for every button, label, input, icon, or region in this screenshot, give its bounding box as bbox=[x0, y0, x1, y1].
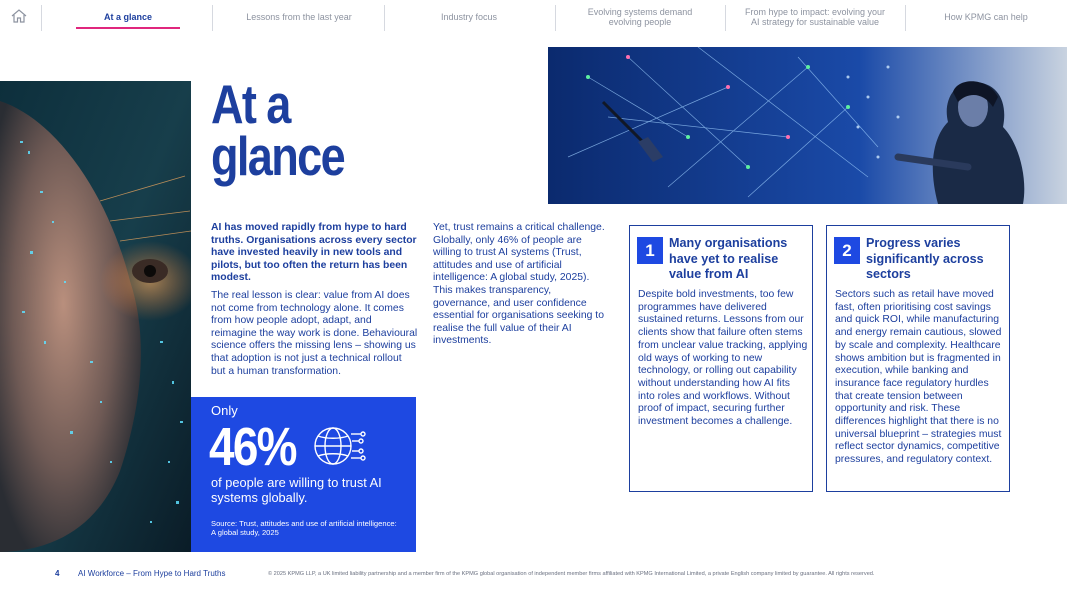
nav-divider bbox=[725, 5, 726, 31]
top-navigation bbox=[0, 0, 1067, 34]
intro-column bbox=[211, 222, 418, 378]
stat-value: 46% bbox=[209, 417, 296, 477]
card-number: 2 bbox=[834, 237, 860, 264]
legal-notice: © 2025 KPMG LLP, a UK limited liability partnership and a member firm of the KPMG global organisation of independent member firms affiliated with KPMG International Limited, a private English company limited by guarantee. All rights reserved. bbox=[268, 571, 875, 577]
ai-globe-icon bbox=[311, 423, 367, 469]
intro-lead: AI has moved rapidly from hype to hard truths. Organisations across every sector have invested heavily in new tools and pilots, but too often the return has been modest. bbox=[211, 222, 417, 284]
tab-how-kpmg-can-help[interactable]: How KPMG can help bbox=[944, 12, 1028, 22]
stat-source: Source: Trust, attitudes and use of artificial intelligence: A global study, 2025 bbox=[211, 519, 397, 537]
nav-divider bbox=[41, 5, 42, 31]
face-photo bbox=[0, 81, 191, 552]
tab-hype-to-impact[interactable]: From hype to impact: evolving your AI strategy for sustainable value bbox=[744, 7, 886, 27]
active-tab-indicator bbox=[76, 27, 180, 29]
page-number: 4 bbox=[55, 569, 60, 578]
nav-divider bbox=[905, 5, 906, 31]
stat-prefix: Only bbox=[211, 403, 238, 418]
card-title: Many organisations have yet to realise value from AI bbox=[669, 236, 788, 281]
trust-column bbox=[433, 222, 611, 348]
data-visualisation-photo bbox=[548, 47, 1067, 204]
tab-lessons-from-last-year[interactable]: Lessons from the last year bbox=[246, 12, 352, 22]
card-title: Progress varies significantly across sectors bbox=[866, 236, 984, 281]
stat-caption: of people are willing to trust AI systems globally. bbox=[211, 475, 382, 505]
card-body: Sectors such as retail have moved fast, often prioritising cost savings and quick ROI, while manufacturing and energy remain cautious, slowed by scale and complexity. Healthcare shows ambition but is fragmented in execution, while banking and insurance face regulatory hurdles that create tension between opportunity and risk. These differences highlight that there is no universal blueprint – strategies must reflect sector dynamics, competitive pressures, and regulatory context. bbox=[835, 289, 1002, 466]
tab-evolving-systems[interactable]: Evolving systems demand evolving people bbox=[587, 7, 693, 27]
card-number: 1 bbox=[637, 237, 663, 264]
document-title: AI Workforce – From Hype to Hard Truths bbox=[78, 569, 226, 578]
insight-card-2 bbox=[826, 225, 1010, 492]
nav-divider bbox=[555, 5, 556, 31]
intro-body: The real lesson is clear: value from AI does not come from technology alone. It comes from how people adopt, adapt, and reimagine the way work is done. Behavioural science offers the missing lens – showing us that adoption is not just a technical rollout but a human transformation. bbox=[211, 289, 418, 377]
insight-card-1 bbox=[629, 225, 813, 492]
tab-at-a-glance[interactable]: At a glance bbox=[103, 12, 152, 22]
nav-divider bbox=[212, 5, 213, 31]
home-icon[interactable] bbox=[10, 8, 28, 24]
trust-statistic-box bbox=[191, 397, 416, 552]
trust-body: Yet, trust remains a critical challenge. Globally, only 46% of people are willing to trust AI systems (Trust, attitudes and use of artificial intelligence: A global study, 2025). This makes transparency, governance, and user confidence essential for organisations seeking to realise the full value of their AI investments. bbox=[433, 222, 605, 347]
card-body: Despite bold investments, too few programmes have delivered sustained returns. Lessons from our clients show that failure often stems from unclear value tracking, applying old ways of working to new technology, or rolling out capability without understanding how AI fits into roles and workflows. Without proof of impact, securing further investment becomes a challenge. bbox=[638, 289, 808, 428]
nav-divider bbox=[384, 5, 385, 31]
page-title: At a glance bbox=[211, 73, 345, 187]
tab-industry-focus[interactable]: Industry focus bbox=[440, 12, 498, 22]
